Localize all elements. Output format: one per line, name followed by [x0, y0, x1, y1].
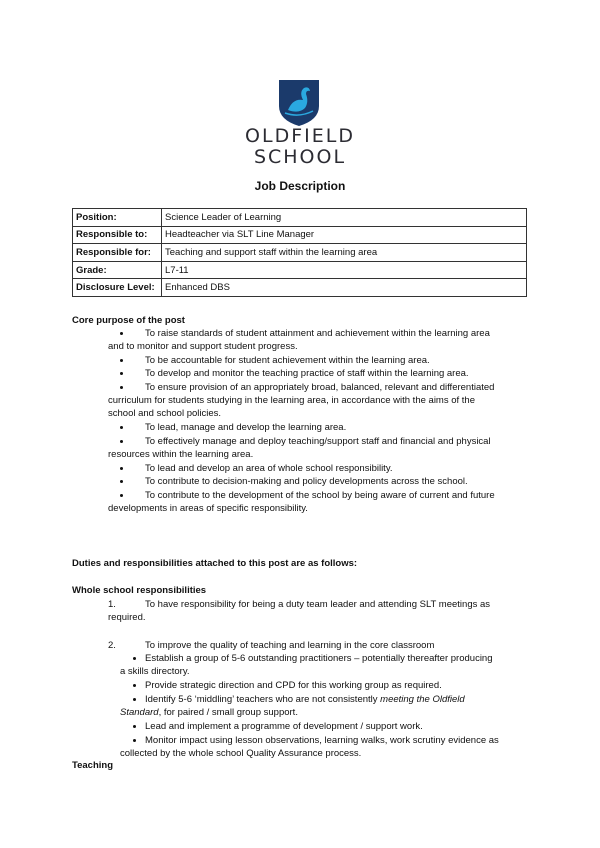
bullet-icon	[120, 386, 123, 389]
row-value: Teaching and support staff within the learning area	[162, 244, 527, 262]
table-row	[73, 209, 527, 227]
list-item: Establish a group of 5-6 outstanding practitioners – potentially thereafter producing	[145, 653, 493, 664]
row-value: L7-11	[162, 261, 527, 279]
numbered-item-number: 2.	[108, 640, 116, 651]
bullet-icon	[120, 426, 123, 429]
teaching-heading: Teaching	[72, 760, 113, 771]
bullet-icon	[120, 480, 123, 483]
school-crest-logo	[279, 80, 319, 126]
core-purpose-heading: Core purpose of the post	[72, 315, 185, 326]
list-item: To lead and develop an area of whole school responsibility.	[145, 463, 393, 474]
logo-text-line1: OLDFIELD	[245, 125, 355, 147]
bullet-icon	[120, 467, 123, 470]
whole-school-heading: Whole school responsibilities	[72, 585, 207, 596]
list-item-cont: resources within the learning area.	[108, 449, 254, 460]
list-item-text: Identify 5-6 ‘middling’ teachers who are not consistently	[145, 694, 378, 705]
logo-text-line2: SCHOOL	[253, 146, 347, 168]
list-item: Provide strategic direction and CPD for this working group as required.	[145, 680, 442, 691]
list-item: To ensure provision of an appropriately broad, balanced, relevant and differentiated	[145, 382, 495, 393]
bullet-icon	[133, 725, 136, 728]
list-item: To develop and monitor the teaching practice of staff within the learning area.	[145, 368, 469, 379]
list-item-cont: collected by the whole school Quality Assurance process.	[120, 748, 362, 759]
bullet-icon	[133, 657, 136, 660]
duties-heading: Duties and responsibilities attached to this post are as follows:	[72, 558, 358, 569]
list-item	[145, 693, 465, 706]
list-item: To contribute to the development of the school by being aware of current and future	[145, 490, 495, 501]
list-item: To effectively manage and deploy teaching/support staff and financial and physical	[145, 436, 491, 447]
bullet-icon	[120, 372, 123, 375]
numbered-item-cont: required.	[108, 612, 146, 623]
list-item-cont: developments in areas of specific responsibility.	[108, 503, 308, 514]
list-item: To be accountable for student achievement within the learning area.	[145, 355, 430, 366]
row-key: Grade:	[73, 261, 162, 279]
numbered-item: To improve the quality of teaching and learning in the core classroom	[145, 640, 435, 651]
bullet-icon	[133, 698, 136, 701]
list-item: To lead, manage and develop the learning area.	[145, 422, 347, 433]
table-row	[73, 279, 527, 297]
table-row	[73, 226, 527, 244]
list-item: Lead and implement a programme of development / support work.	[145, 721, 423, 732]
row-key: Responsible for:	[73, 244, 162, 262]
list-item: Monitor impact using lesson observations, learning walks, work scrutiny evidence as	[145, 735, 499, 746]
list-item-cont: a skills directory.	[120, 666, 190, 677]
row-value: Science Leader of Learning	[162, 209, 527, 227]
list-item-cont	[120, 706, 298, 719]
list-item-cont: curriculum for students studying in the learning area, in accordance with the aims of the	[108, 395, 475, 406]
job-info-table	[72, 208, 527, 297]
list-item: To raise standards of student attainment and achievement within the learning area	[145, 328, 490, 339]
table-row	[73, 244, 527, 262]
numbered-item-number: 1.	[108, 599, 116, 610]
table-row	[73, 261, 527, 279]
bullet-icon	[120, 332, 123, 335]
numbered-item: To have responsibility for being a duty team leader and attending SLT meetings as	[145, 599, 491, 610]
list-item-italic: meeting the Oldfield	[380, 694, 465, 705]
list-item-italic: Standard	[120, 707, 159, 718]
bullet-icon	[133, 684, 136, 687]
list-item-cont: and to monitor and support student progress.	[108, 341, 298, 352]
row-key: Disclosure Level:	[73, 279, 162, 297]
page-title: Job Description	[254, 179, 346, 193]
bullet-icon	[120, 359, 123, 362]
row-value: Enhanced DBS	[162, 279, 527, 297]
bullet-icon	[120, 440, 123, 443]
row-key: Responsible to:	[73, 226, 162, 244]
row-value: Headteacher via SLT Line Manager	[162, 226, 527, 244]
bullet-icon	[133, 739, 136, 742]
bullet-icon	[120, 494, 123, 497]
row-key: Position:	[73, 209, 162, 227]
list-item-text: , for paired / small group support.	[158, 707, 298, 718]
list-item: To contribute to decision-making and policy developments across the school.	[145, 476, 468, 487]
list-item-cont: school and school policies.	[108, 408, 222, 419]
